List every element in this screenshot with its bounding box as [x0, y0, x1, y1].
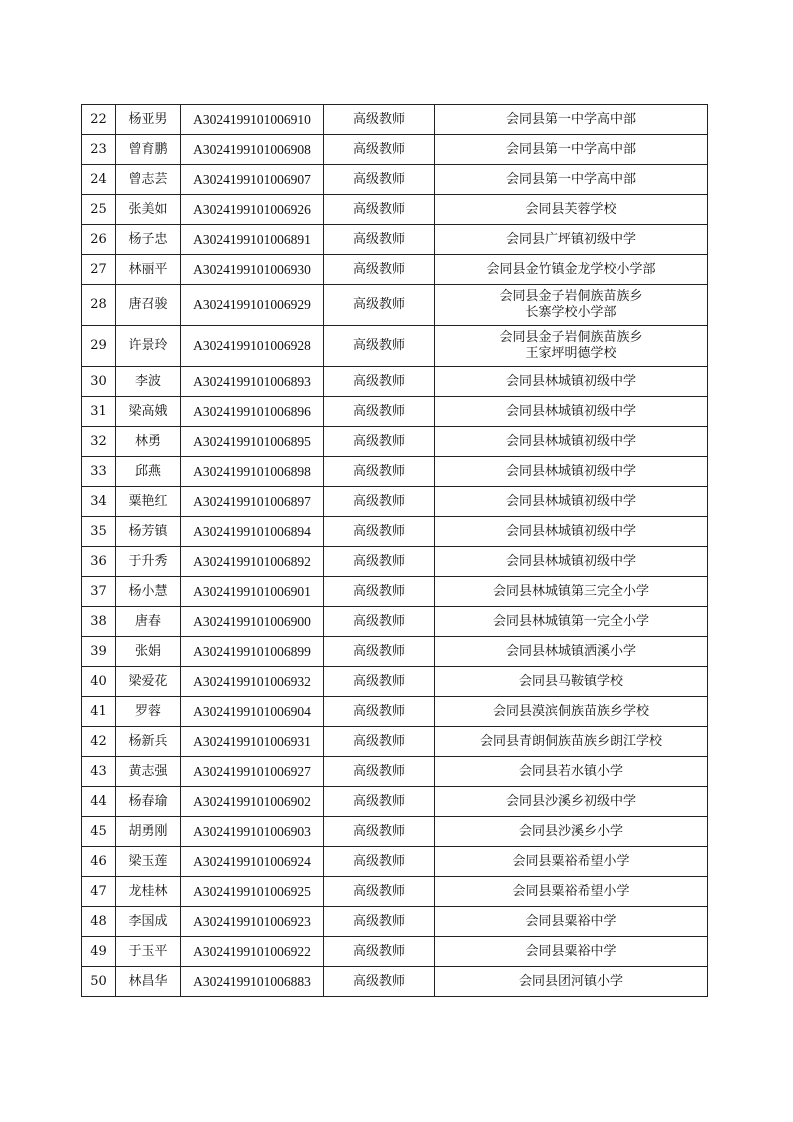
table-row: [82, 937, 708, 967]
table-row: [82, 757, 708, 787]
certificate-code-cell: A3024199101006928: [181, 326, 324, 367]
school-cell: [435, 937, 708, 967]
row-number-cell: 35: [82, 517, 116, 547]
school-line: 会同县青朗侗族苗族乡朗江学校: [479, 733, 662, 749]
school-line: 会同县林城镇初级中学: [505, 523, 636, 539]
school-cell: [435, 487, 708, 517]
title-cell: 高级教师: [324, 105, 435, 135]
title-cell: 高级教师: [324, 487, 435, 517]
row-number-cell: 41: [82, 697, 116, 727]
table-row: [82, 195, 708, 225]
school-line: 会同县林城镇初级中学: [505, 373, 636, 389]
teacher-name-cell: 许景玲: [116, 326, 181, 367]
teacher-name-cell: 曾志芸: [116, 165, 181, 195]
school-cell: [435, 697, 708, 727]
row-number-cell: 27: [82, 255, 116, 285]
school-cell: [435, 326, 708, 367]
teacher-name-cell: 胡勇刚: [116, 817, 181, 847]
certificate-code-cell: A3024199101006926: [181, 195, 324, 225]
teacher-name-cell: 杨新兵: [116, 727, 181, 757]
table-row: [82, 326, 708, 367]
title-cell: 高级教师: [324, 457, 435, 487]
title-cell: 高级教师: [324, 165, 435, 195]
title-cell: 高级教师: [324, 225, 435, 255]
school-cell: [435, 817, 708, 847]
certificate-code-cell: A3024199101006904: [181, 697, 324, 727]
school-cell: [435, 165, 708, 195]
certificate-code-cell: A3024199101006925: [181, 877, 324, 907]
row-number-cell: 33: [82, 457, 116, 487]
certificate-code-cell: A3024199101006908: [181, 135, 324, 165]
certificate-code-cell: A3024199101006902: [181, 787, 324, 817]
certificate-code-cell: A3024199101006897: [181, 487, 324, 517]
title-cell: 高级教师: [324, 937, 435, 967]
row-number-cell: 23: [82, 135, 116, 165]
row-number-cell: 39: [82, 637, 116, 667]
school-cell: [435, 787, 708, 817]
teacher-name-cell: 龙桂林: [116, 877, 181, 907]
row-number-cell: 34: [82, 487, 116, 517]
title-cell: 高级教师: [324, 637, 435, 667]
title-cell: 高级教师: [324, 787, 435, 817]
certificate-code-cell: A3024199101006900: [181, 607, 324, 637]
certificate-code-cell: A3024199101006896: [181, 397, 324, 427]
school-cell: [435, 877, 708, 907]
table-row: [82, 105, 708, 135]
title-cell: 高级教师: [324, 727, 435, 757]
school-cell: [435, 847, 708, 877]
school-cell: [435, 225, 708, 255]
school-line: 王家坪明德学校: [525, 346, 617, 361]
row-number-cell: 43: [82, 757, 116, 787]
row-number-cell: 50: [82, 967, 116, 997]
title-cell: 高级教师: [324, 667, 435, 697]
certificate-code-cell: A3024199101006931: [181, 727, 324, 757]
table-row: [82, 907, 708, 937]
teacher-name-cell: 李国成: [116, 907, 181, 937]
title-cell: 高级教师: [324, 517, 435, 547]
school-line: 会同县粟裕中学: [525, 913, 617, 929]
row-number-cell: 31: [82, 397, 116, 427]
table-row: [82, 397, 708, 427]
school-line: 会同县林城镇初级中学: [505, 493, 636, 509]
certificate-code-cell: A3024199101006907: [181, 165, 324, 195]
school-cell: [435, 757, 708, 787]
school-cell: [435, 727, 708, 757]
table-row: [82, 457, 708, 487]
certificate-code-cell: A3024199101006932: [181, 667, 324, 697]
school-line: 会同县第一中学高中部: [505, 111, 636, 127]
table-row: [82, 225, 708, 255]
table-row: [82, 607, 708, 637]
row-number-cell: 46: [82, 847, 116, 877]
teacher-name-cell: 张美如: [116, 195, 181, 225]
school-cell: [435, 367, 708, 397]
table-row: [82, 427, 708, 457]
teacher-name-cell: 黄志强: [116, 757, 181, 787]
school-cell: [435, 607, 708, 637]
school-line: 会同县广坪镇初级中学: [505, 231, 636, 247]
school-cell: [435, 135, 708, 165]
school-cell: [435, 907, 708, 937]
row-number-cell: 38: [82, 607, 116, 637]
certificate-code-cell: A3024199101006894: [181, 517, 324, 547]
school-line: 会同县芙蓉学校: [525, 201, 617, 217]
school-cell: [435, 637, 708, 667]
school-line: 会同县粟裕希望小学: [512, 883, 630, 899]
school-cell: [435, 195, 708, 225]
title-cell: 高级教师: [324, 195, 435, 225]
row-number-cell: 30: [82, 367, 116, 397]
school-cell: [435, 427, 708, 457]
table-row: [82, 165, 708, 195]
table-row: [82, 697, 708, 727]
row-number-cell: 25: [82, 195, 116, 225]
school-line: 会同县粟裕中学: [525, 943, 617, 959]
teacher-name-cell: 杨小慧: [116, 577, 181, 607]
row-number-cell: 22: [82, 105, 116, 135]
certificate-code-cell: A3024199101006901: [181, 577, 324, 607]
title-cell: 高级教师: [324, 547, 435, 577]
title-cell: 高级教师: [324, 577, 435, 607]
title-cell: 高级教师: [324, 757, 435, 787]
school-cell: [435, 547, 708, 577]
certificate-code-cell: A3024199101006903: [181, 817, 324, 847]
school-cell: [435, 667, 708, 697]
teacher-name-cell: 梁高娥: [116, 397, 181, 427]
school-line: 会同县林城镇初级中学: [505, 463, 636, 479]
table-row: [82, 135, 708, 165]
title-cell: 高级教师: [324, 367, 435, 397]
school-cell: [435, 517, 708, 547]
row-number-cell: 44: [82, 787, 116, 817]
teacher-name-cell: 林丽平: [116, 255, 181, 285]
row-number-cell: 29: [82, 326, 116, 367]
table-row: [82, 667, 708, 697]
school-line: 会同县沙溪乡小学: [518, 823, 623, 839]
table-row: [82, 255, 708, 285]
school-cell: [435, 397, 708, 427]
school-line: 会同县金竹镇金龙学校小学部: [486, 261, 656, 277]
table-row: [82, 487, 708, 517]
school-line: 会同县林城镇初级中学: [505, 553, 636, 569]
certificate-code-cell: A3024199101006910: [181, 105, 324, 135]
title-cell: 高级教师: [324, 877, 435, 907]
certificate-code-cell: A3024199101006899: [181, 637, 324, 667]
school-line: 会同县若水镇小学: [518, 763, 623, 779]
certificate-code-cell: A3024199101006924: [181, 847, 324, 877]
table-row: [82, 547, 708, 577]
teacher-name-cell: 曾育鹏: [116, 135, 181, 165]
teacher-name-cell: 唐召骏: [116, 285, 181, 326]
row-number-cell: 24: [82, 165, 116, 195]
title-cell: 高级教师: [324, 397, 435, 427]
certificate-code-cell: A3024199101006929: [181, 285, 324, 326]
teacher-name-cell: 张娟: [116, 637, 181, 667]
certificate-code-cell: A3024199101006922: [181, 937, 324, 967]
teacher-name-cell: 林勇: [116, 427, 181, 457]
table-row: [82, 577, 708, 607]
school-line: 会同县第一中学高中部: [505, 171, 636, 187]
table-row: [82, 285, 708, 326]
school-line: 会同县林城镇第一完全小学: [492, 613, 649, 629]
teacher-name-cell: 罗蓉: [116, 697, 181, 727]
table-row: [82, 787, 708, 817]
table-row: [82, 727, 708, 757]
teacher-name-cell: 邱燕: [116, 457, 181, 487]
table-row: [82, 367, 708, 397]
school-line: 会同县马鞍镇学校: [518, 673, 623, 689]
table-body: [82, 105, 708, 997]
teacher-name-cell: 唐春: [116, 607, 181, 637]
row-number-cell: 36: [82, 547, 116, 577]
certificate-code-cell: A3024199101006893: [181, 367, 324, 397]
title-cell: 高级教师: [324, 607, 435, 637]
title-cell: 高级教师: [324, 967, 435, 997]
title-cell: 高级教师: [324, 427, 435, 457]
title-cell: 高级教师: [324, 135, 435, 165]
school-cell: [435, 967, 708, 997]
teacher-name-cell: 于升秀: [116, 547, 181, 577]
row-number-cell: 49: [82, 937, 116, 967]
title-cell: 高级教师: [324, 326, 435, 367]
school-line: 长寨学校小学部: [525, 305, 617, 320]
school-line: 会同县林城镇初级中学: [505, 403, 636, 419]
school-line: 会同县林城镇初级中学: [505, 433, 636, 449]
school-line: 会同县漠滨侗族苗族乡学校: [492, 703, 649, 719]
certificate-code-cell: A3024199101006883: [181, 967, 324, 997]
row-number-cell: 40: [82, 667, 116, 697]
certificate-code-cell: A3024199101006891: [181, 225, 324, 255]
row-number-cell: 37: [82, 577, 116, 607]
certificate-code-cell: A3024199101006927: [181, 757, 324, 787]
row-number-cell: 26: [82, 225, 116, 255]
school-line: 会同县林城镇第三完全小学: [492, 583, 649, 599]
teacher-name-cell: 杨芳镇: [116, 517, 181, 547]
teacher-name-cell: 李波: [116, 367, 181, 397]
row-number-cell: 48: [82, 907, 116, 937]
certificate-code-cell: A3024199101006895: [181, 427, 324, 457]
certificate-code-cell: A3024199101006923: [181, 907, 324, 937]
teacher-name-cell: 梁爱花: [116, 667, 181, 697]
title-cell: 高级教师: [324, 847, 435, 877]
school-line: 会同县粟裕希望小学: [512, 853, 630, 869]
school-cell: [435, 105, 708, 135]
school-line: 会同县林城镇洒溪小学: [505, 643, 636, 659]
table-row: [82, 817, 708, 847]
teacher-name-cell: 杨春瑜: [116, 787, 181, 817]
school-line: 会同县第一中学高中部: [505, 141, 636, 157]
row-number-cell: 42: [82, 727, 116, 757]
title-cell: 高级教师: [324, 255, 435, 285]
table-row: [82, 877, 708, 907]
table-row: [82, 637, 708, 667]
school-line: 会同县金子岩侗族苗族乡: [499, 330, 643, 345]
table-row: [82, 517, 708, 547]
teacher-name-cell: 粟艳红: [116, 487, 181, 517]
row-number-cell: 28: [82, 285, 116, 326]
title-cell: 高级教师: [324, 907, 435, 937]
teacher-name-cell: 于玉平: [116, 937, 181, 967]
title-cell: 高级教师: [324, 817, 435, 847]
school-line: 会同县沙溪乡初级中学: [505, 793, 636, 809]
row-number-cell: 45: [82, 817, 116, 847]
title-cell: 高级教师: [324, 697, 435, 727]
teacher-table: [81, 104, 708, 997]
certificate-code-cell: A3024199101006898: [181, 457, 324, 487]
certificate-code-cell: A3024199101006892: [181, 547, 324, 577]
row-number-cell: 32: [82, 427, 116, 457]
table-row: [82, 967, 708, 997]
certificate-code-cell: A3024199101006930: [181, 255, 324, 285]
teacher-name-cell: 梁玉莲: [116, 847, 181, 877]
title-cell: 高级教师: [324, 285, 435, 326]
school-cell: [435, 457, 708, 487]
teacher-name-cell: 杨子忠: [116, 225, 181, 255]
teacher-name-cell: 杨亚男: [116, 105, 181, 135]
teacher-name-cell: 林昌华: [116, 967, 181, 997]
school-cell: [435, 255, 708, 285]
school-line: 会同县金子岩侗族苗族乡: [499, 289, 643, 304]
school-cell: [435, 285, 708, 326]
row-number-cell: 47: [82, 877, 116, 907]
table-row: [82, 847, 708, 877]
school-cell: [435, 577, 708, 607]
school-line: 会同县团河镇小学: [518, 973, 623, 989]
